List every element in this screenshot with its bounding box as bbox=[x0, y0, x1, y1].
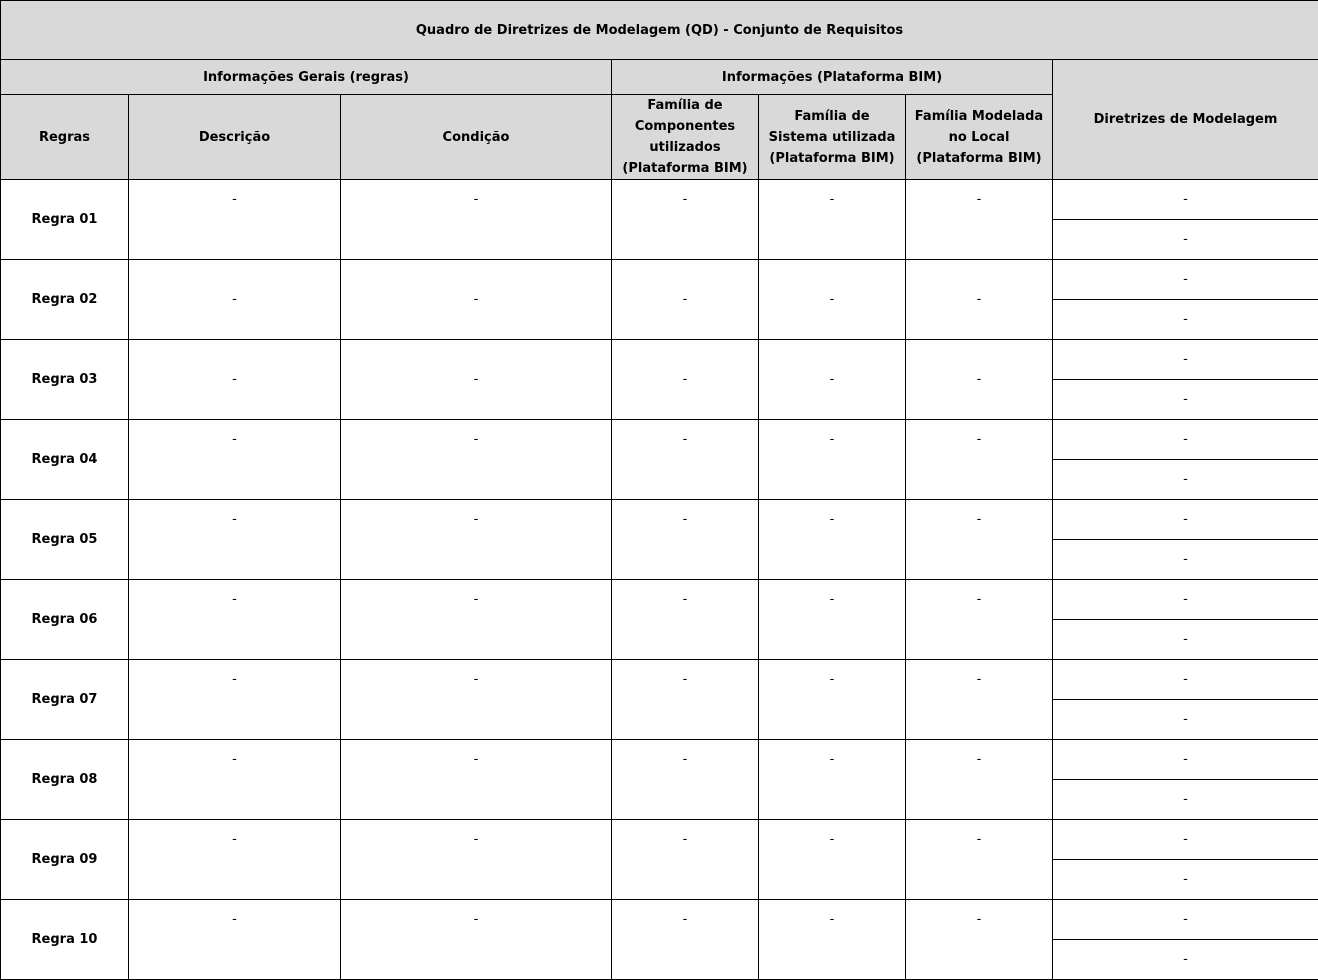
rule-component-family: - bbox=[612, 420, 759, 500]
rule-system-family: - bbox=[759, 580, 906, 660]
rule-condition: - bbox=[341, 420, 612, 500]
rule-description: - bbox=[129, 420, 341, 500]
rule-guideline: - bbox=[1053, 460, 1318, 500]
rule-guideline: - bbox=[1053, 260, 1318, 300]
rule-inplace-family: - bbox=[906, 180, 1053, 260]
table-row bbox=[1, 660, 1318, 700]
rule-guideline: - bbox=[1053, 580, 1318, 620]
rule-condition: - bbox=[341, 900, 612, 980]
rule-system-family: - bbox=[759, 340, 906, 420]
column-header-rules: Regras bbox=[1, 95, 129, 180]
rule-name: Regra 07 bbox=[1, 660, 129, 740]
rule-description: - bbox=[129, 580, 341, 660]
rule-guideline: - bbox=[1053, 820, 1318, 860]
table-row bbox=[1, 580, 1318, 620]
rule-condition: - bbox=[341, 660, 612, 740]
table-row bbox=[1, 420, 1318, 460]
rule-description: - bbox=[129, 180, 341, 260]
rule-description: - bbox=[129, 740, 341, 820]
rule-name: Regra 09 bbox=[1, 820, 129, 900]
column-header-system-family: Família de Sistema utilizada (Plataforma BIM) bbox=[759, 95, 906, 180]
rule-component-family: - bbox=[612, 900, 759, 980]
rule-guideline: - bbox=[1053, 620, 1318, 660]
rule-guideline: - bbox=[1053, 900, 1318, 940]
rule-condition: - bbox=[341, 740, 612, 820]
rule-name: Regra 04 bbox=[1, 420, 129, 500]
rule-guideline: - bbox=[1053, 700, 1318, 740]
rule-name: Regra 02 bbox=[1, 260, 129, 340]
rule-component-family: - bbox=[612, 580, 759, 660]
rule-guideline: - bbox=[1053, 940, 1318, 980]
rule-name: Regra 01 bbox=[1, 180, 129, 260]
table-row bbox=[1, 500, 1318, 540]
rule-description: - bbox=[129, 820, 341, 900]
rule-system-family: - bbox=[759, 660, 906, 740]
rule-guideline: - bbox=[1053, 420, 1318, 460]
rule-condition: - bbox=[341, 500, 612, 580]
rule-guideline: - bbox=[1053, 340, 1318, 380]
rule-inplace-family: - bbox=[906, 500, 1053, 580]
rule-description: - bbox=[129, 660, 341, 740]
rule-inplace-family: - bbox=[906, 740, 1053, 820]
rule-component-family: - bbox=[612, 820, 759, 900]
rule-condition: - bbox=[341, 820, 612, 900]
rule-inplace-family: - bbox=[906, 820, 1053, 900]
rule-description: - bbox=[129, 340, 341, 420]
rule-condition: - bbox=[341, 340, 612, 420]
rule-inplace-family: - bbox=[906, 420, 1053, 500]
rule-component-family: - bbox=[612, 740, 759, 820]
table-title: Quadro de Diretrizes de Modelagem (QD) - Conjunto de Requisitos bbox=[1, 1, 1318, 60]
rule-system-family: - bbox=[759, 180, 906, 260]
rule-system-family: - bbox=[759, 420, 906, 500]
table-row bbox=[1, 900, 1318, 940]
rule-guideline: - bbox=[1053, 180, 1318, 220]
rule-name: Regra 06 bbox=[1, 580, 129, 660]
rule-guideline: - bbox=[1053, 300, 1318, 340]
column-header-component-family: Família de Componentes utilizados (Plataforma BIM) bbox=[612, 95, 759, 180]
rule-system-family: - bbox=[759, 260, 906, 340]
table-row bbox=[1, 340, 1318, 380]
rule-name: Regra 08 bbox=[1, 740, 129, 820]
rule-condition: - bbox=[341, 260, 612, 340]
rule-system-family: - bbox=[759, 740, 906, 820]
rule-guideline: - bbox=[1053, 660, 1318, 700]
rule-guideline: - bbox=[1053, 220, 1318, 260]
rule-description: - bbox=[129, 900, 341, 980]
column-header-description: Descrição bbox=[129, 95, 341, 180]
column-header-inplace-family: Família Modelada no Local (Plataforma BIM) bbox=[906, 95, 1053, 180]
table-row bbox=[1, 820, 1318, 860]
column-header-condition: Condição bbox=[341, 95, 612, 180]
rule-guideline: - bbox=[1053, 500, 1318, 540]
rule-component-family: - bbox=[612, 340, 759, 420]
rule-guideline: - bbox=[1053, 540, 1318, 580]
rule-description: - bbox=[129, 500, 341, 580]
rule-name: Regra 10 bbox=[1, 900, 129, 980]
rule-system-family: - bbox=[759, 900, 906, 980]
rule-system-family: - bbox=[759, 500, 906, 580]
table-row bbox=[1, 740, 1318, 780]
rule-inplace-family: - bbox=[906, 580, 1053, 660]
rule-component-family: - bbox=[612, 500, 759, 580]
rule-condition: - bbox=[341, 580, 612, 660]
table-row bbox=[1, 260, 1318, 300]
rule-inplace-family: - bbox=[906, 260, 1053, 340]
rule-inplace-family: - bbox=[906, 660, 1053, 740]
rule-guideline: - bbox=[1053, 780, 1318, 820]
rule-system-family: - bbox=[759, 820, 906, 900]
rule-component-family: - bbox=[612, 180, 759, 260]
rule-guideline: - bbox=[1053, 860, 1318, 900]
table-row bbox=[1, 180, 1318, 220]
rule-inplace-family: - bbox=[906, 340, 1053, 420]
column-header-guidelines: Diretrizes de Modelagem bbox=[1053, 60, 1318, 180]
rule-name: Regra 05 bbox=[1, 500, 129, 580]
rule-component-family: - bbox=[612, 260, 759, 340]
rule-guideline: - bbox=[1053, 740, 1318, 780]
rule-description: - bbox=[129, 260, 341, 340]
rule-inplace-family: - bbox=[906, 900, 1053, 980]
group-header-bim: Informações (Plataforma BIM) bbox=[612, 60, 1053, 95]
rule-name: Regra 03 bbox=[1, 340, 129, 420]
rule-component-family: - bbox=[612, 660, 759, 740]
rule-condition: - bbox=[341, 180, 612, 260]
rule-guideline: - bbox=[1053, 380, 1318, 420]
group-header-general: Informações Gerais (regras) bbox=[1, 60, 612, 95]
